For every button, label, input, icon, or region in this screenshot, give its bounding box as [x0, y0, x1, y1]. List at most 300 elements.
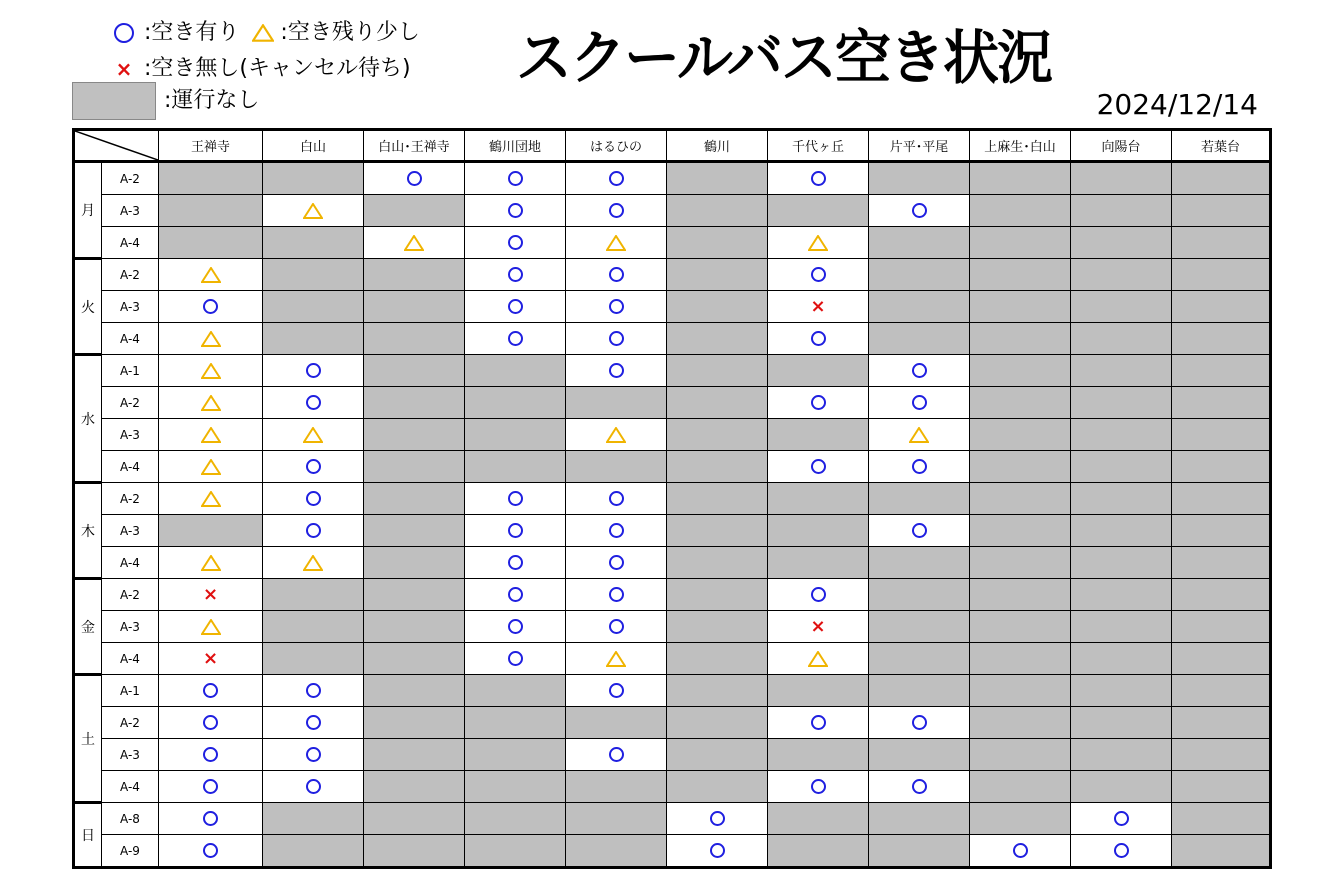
circle-icon	[1013, 843, 1028, 858]
circle-icon	[811, 779, 826, 794]
available-cell	[465, 291, 566, 323]
no-service-cell	[364, 643, 465, 675]
no-service-cell	[364, 291, 465, 323]
table-row	[74, 643, 1271, 675]
no-service-cell	[970, 707, 1071, 739]
column-header: 若葉台	[1172, 130, 1271, 162]
table-row	[74, 803, 1271, 835]
day-label: 土	[74, 675, 102, 803]
circle-icon	[306, 491, 321, 506]
table-row	[74, 579, 1271, 611]
available-cell	[465, 162, 566, 195]
no-service-cell	[1071, 707, 1172, 739]
no-service-cell	[768, 515, 869, 547]
triangle-icon	[201, 619, 221, 635]
available-cell	[869, 387, 970, 419]
cross-icon: ×	[115, 57, 133, 81]
no-service-cell	[667, 547, 768, 579]
no-service-cell	[869, 643, 970, 675]
circle-icon	[811, 267, 826, 282]
legend-row-2	[104, 56, 411, 82]
no-service-cell	[1172, 355, 1271, 387]
circle-icon	[508, 651, 523, 666]
no-service-cell	[667, 675, 768, 707]
no-service-cell	[364, 259, 465, 291]
circle-icon	[710, 811, 725, 826]
no-service-cell	[970, 611, 1071, 643]
circle-icon	[407, 171, 422, 186]
no-service-cell	[566, 803, 667, 835]
triangle-icon	[201, 395, 221, 411]
no-service-cell	[667, 291, 768, 323]
triangle-icon	[404, 235, 424, 251]
no-service-cell	[667, 483, 768, 515]
available-cell	[869, 355, 970, 387]
waitlist-cell	[159, 643, 263, 675]
no-service-cell	[1172, 739, 1271, 771]
route-label: A-9	[102, 835, 159, 868]
no-service-cell	[364, 419, 465, 451]
available-cell	[566, 259, 667, 291]
no-service-cell	[1071, 611, 1172, 643]
route-label: A-2	[102, 387, 159, 419]
circle-icon	[811, 587, 826, 602]
column-header: はるひの	[566, 130, 667, 162]
no-service-cell	[667, 227, 768, 259]
circle-icon	[1114, 811, 1129, 826]
no-service-cell	[364, 579, 465, 611]
no-service-cell	[1071, 419, 1172, 451]
no-service-cell	[970, 195, 1071, 227]
triangle-icon	[303, 555, 323, 571]
available-cell	[465, 515, 566, 547]
no-service-cell	[869, 547, 970, 579]
circle-icon	[912, 203, 927, 218]
no-service-cell	[465, 451, 566, 483]
few-left-cell	[566, 227, 667, 259]
table-row	[74, 451, 1271, 483]
circle-icon	[508, 203, 523, 218]
no-service-cell	[1172, 803, 1271, 835]
no-service-cell	[364, 771, 465, 803]
available-cell	[768, 387, 869, 419]
circle-icon	[811, 171, 826, 186]
circle-icon	[609, 587, 624, 602]
legend-row-1	[104, 20, 420, 46]
no-service-cell	[667, 259, 768, 291]
no-service-cell	[970, 675, 1071, 707]
table-row	[74, 323, 1271, 355]
no-service-cell	[364, 195, 465, 227]
day-label: 日	[74, 803, 102, 868]
no-service-cell	[1172, 387, 1271, 419]
legend-none: :空き無し(キャンセル待ち)	[144, 56, 411, 81]
circle-icon	[508, 587, 523, 602]
circle-icon	[912, 715, 927, 730]
no-service-cell	[1172, 771, 1271, 803]
available-cell	[768, 259, 869, 291]
circle-icon	[508, 267, 523, 282]
available-cell	[1071, 803, 1172, 835]
no-service-cell	[869, 259, 970, 291]
table-row	[74, 675, 1271, 707]
no-service-cell	[1071, 675, 1172, 707]
triangle-icon	[201, 555, 221, 571]
waitlist-cell	[159, 579, 263, 611]
circle-icon	[710, 843, 725, 858]
no-service-cell	[1172, 707, 1271, 739]
few-left-cell	[159, 355, 263, 387]
circle-icon	[203, 683, 218, 698]
triangle-icon	[201, 267, 221, 283]
no-service-cell	[159, 515, 263, 547]
no-service-cell	[869, 323, 970, 355]
few-left-cell	[159, 483, 263, 515]
circle-icon	[508, 555, 523, 570]
few-left-cell	[768, 227, 869, 259]
route-label: A-2	[102, 707, 159, 739]
no-service-cell	[970, 355, 1071, 387]
no-service-cell	[1071, 387, 1172, 419]
availability-table	[72, 128, 1272, 869]
route-label: A-3	[102, 515, 159, 547]
table-row	[74, 483, 1271, 515]
column-header: 白山	[263, 130, 364, 162]
no-service-cell	[465, 355, 566, 387]
no-service-cell	[869, 611, 970, 643]
day-label: 月	[74, 162, 102, 259]
no-service-cell	[263, 227, 364, 259]
table-row	[74, 515, 1271, 547]
no-service-cell	[1071, 771, 1172, 803]
no-service-cell	[869, 291, 970, 323]
waitlist-cell	[768, 611, 869, 643]
corner-cell	[74, 130, 159, 162]
no-service-cell	[970, 323, 1071, 355]
triangle-icon	[606, 427, 626, 443]
no-service-cell	[263, 323, 364, 355]
no-service-cell	[768, 483, 869, 515]
no-service-cell	[364, 547, 465, 579]
route-label: A-3	[102, 419, 159, 451]
no-service-cell	[970, 739, 1071, 771]
no-service-cell	[364, 387, 465, 419]
route-label: A-4	[102, 547, 159, 579]
no-service-cell	[1172, 579, 1271, 611]
circle-icon	[203, 715, 218, 730]
no-service-cell	[970, 579, 1071, 611]
no-service-cell	[667, 643, 768, 675]
few-left-cell	[263, 419, 364, 451]
available-cell	[768, 707, 869, 739]
no-service-cell	[667, 579, 768, 611]
no-service-cell	[263, 579, 364, 611]
no-service-cell	[667, 419, 768, 451]
no-service-cell	[1071, 259, 1172, 291]
circle-icon	[609, 747, 624, 762]
circle-icon	[609, 523, 624, 538]
no-service-cell	[159, 162, 263, 195]
no-service-cell	[768, 675, 869, 707]
column-header: 片平･平尾	[869, 130, 970, 162]
circle-icon	[609, 299, 624, 314]
available-cell	[465, 259, 566, 291]
no-service-cell	[970, 643, 1071, 675]
route-label: A-4	[102, 323, 159, 355]
no-service-cell	[1172, 643, 1271, 675]
no-service-cell	[1071, 451, 1172, 483]
no-service-cell	[465, 803, 566, 835]
available-cell	[869, 515, 970, 547]
no-service-cell	[768, 355, 869, 387]
triangle-icon	[808, 235, 828, 251]
circle-icon	[508, 331, 523, 346]
no-service-cell	[263, 611, 364, 643]
few-left-cell	[566, 419, 667, 451]
no-service-cell	[970, 419, 1071, 451]
triangle-icon	[606, 235, 626, 251]
route-label: A-2	[102, 579, 159, 611]
available-cell	[263, 707, 364, 739]
no-service-cell	[159, 227, 263, 259]
diagonal-line	[75, 131, 158, 160]
day-label: 火	[74, 259, 102, 355]
circle-icon	[508, 491, 523, 506]
circle-icon	[609, 683, 624, 698]
no-service-cell	[970, 483, 1071, 515]
no-service-cell	[970, 451, 1071, 483]
column-header: 鶴川	[667, 130, 768, 162]
no-service-cell	[566, 387, 667, 419]
triangle-icon	[201, 459, 221, 475]
no-service-cell	[364, 675, 465, 707]
circle-icon	[508, 235, 523, 250]
circle-icon	[811, 395, 826, 410]
route-label: A-4	[102, 643, 159, 675]
available-cell	[768, 579, 869, 611]
date-label: 2024/12/14	[1096, 88, 1258, 121]
triangle-icon	[606, 651, 626, 667]
table-row	[74, 259, 1271, 291]
no-service-cell	[1071, 355, 1172, 387]
circle-icon	[609, 267, 624, 282]
no-service-cell	[1172, 483, 1271, 515]
no-service-cell	[1071, 195, 1172, 227]
no-service-cell	[869, 803, 970, 835]
triangle-icon	[909, 427, 929, 443]
no-service-cell	[1071, 323, 1172, 355]
no-service-cell	[1172, 323, 1271, 355]
no-service-cell	[159, 195, 263, 227]
triangle-icon	[201, 363, 221, 379]
few-left-cell	[869, 419, 970, 451]
available-cell	[869, 707, 970, 739]
no-service-cell	[1071, 515, 1172, 547]
available-cell	[263, 515, 364, 547]
cross-icon: ×	[810, 615, 826, 637]
table-row	[74, 227, 1271, 259]
no-service-cell	[1071, 547, 1172, 579]
few-left-cell	[159, 387, 263, 419]
table-row	[74, 355, 1271, 387]
no-service-cell	[364, 803, 465, 835]
no-service-cell	[263, 162, 364, 195]
circle-icon	[203, 843, 218, 858]
few-left-cell	[159, 611, 263, 643]
available-cell	[159, 707, 263, 739]
no-service-cell	[364, 515, 465, 547]
column-header: 王禅寺	[159, 130, 263, 162]
available-cell	[465, 323, 566, 355]
circle-icon	[508, 299, 523, 314]
table-row	[74, 611, 1271, 643]
no-service-cell	[1071, 483, 1172, 515]
no-service-cell	[364, 707, 465, 739]
circle-icon	[609, 491, 624, 506]
no-service-cell	[768, 195, 869, 227]
no-service-cell	[465, 771, 566, 803]
triangle-icon	[808, 651, 828, 667]
circle-icon	[609, 171, 624, 186]
header-row	[74, 130, 1271, 162]
few-left-cell	[159, 547, 263, 579]
route-label: A-3	[102, 291, 159, 323]
route-label: A-4	[102, 451, 159, 483]
circle-icon	[912, 395, 927, 410]
available-cell	[768, 451, 869, 483]
cross-icon: ×	[810, 295, 826, 317]
available-cell	[566, 739, 667, 771]
available-cell	[667, 803, 768, 835]
available-cell	[263, 483, 364, 515]
route-label: A-2	[102, 483, 159, 515]
circle-icon	[912, 363, 927, 378]
circle-icon	[912, 459, 927, 474]
route-label: A-3	[102, 611, 159, 643]
legend-no-service: :運行なし	[164, 88, 260, 113]
no-service-cell	[667, 515, 768, 547]
no-service-cell	[1172, 259, 1271, 291]
no-service-cell	[1172, 419, 1271, 451]
no-service-cell	[1172, 451, 1271, 483]
available-cell	[566, 675, 667, 707]
circle-icon	[306, 683, 321, 698]
no-service-cell	[566, 451, 667, 483]
no-service-cell	[364, 483, 465, 515]
circle-icon	[811, 459, 826, 474]
table-row	[74, 771, 1271, 803]
few-left-cell	[566, 643, 667, 675]
no-service-cell	[1071, 291, 1172, 323]
no-service-cell	[970, 227, 1071, 259]
route-label: A-3	[102, 739, 159, 771]
legend-few: :空き残り少し	[280, 20, 420, 45]
no-service-cell	[263, 803, 364, 835]
few-left-cell	[364, 227, 465, 259]
no-service-cell	[970, 291, 1071, 323]
no-service-cell	[667, 739, 768, 771]
available-cell	[263, 387, 364, 419]
circle-icon	[306, 363, 321, 378]
day-label: 金	[74, 579, 102, 675]
triangle-icon	[201, 331, 221, 347]
available-cell	[566, 291, 667, 323]
day-label: 木	[74, 483, 102, 579]
few-left-cell	[263, 547, 364, 579]
no-service-cell	[1172, 611, 1271, 643]
no-service-cell	[869, 675, 970, 707]
no-service-cell	[566, 707, 667, 739]
circle-icon	[609, 331, 624, 346]
no-service-cell	[667, 195, 768, 227]
route-label: A-4	[102, 227, 159, 259]
available-cell	[768, 162, 869, 195]
no-service-cell	[768, 739, 869, 771]
no-service-cell	[768, 547, 869, 579]
route-label: A-3	[102, 195, 159, 227]
table-row	[74, 547, 1271, 579]
no-service-cell	[970, 162, 1071, 195]
available-cell	[263, 771, 364, 803]
no-service-cell	[465, 675, 566, 707]
no-service-cell	[970, 515, 1071, 547]
circle-icon	[508, 619, 523, 634]
no-service-cell	[869, 162, 970, 195]
no-service-cell	[869, 483, 970, 515]
circle-icon	[508, 171, 523, 186]
no-service-cell	[263, 643, 364, 675]
column-header: 白山･王禅寺	[364, 130, 465, 162]
circle-icon	[203, 747, 218, 762]
table-row	[74, 291, 1271, 323]
circle-icon	[306, 459, 321, 474]
column-header: 千代ヶ丘	[768, 130, 869, 162]
available-cell	[869, 195, 970, 227]
circle-icon	[912, 523, 927, 538]
no-service-cell	[667, 355, 768, 387]
circle-icon	[609, 619, 624, 634]
table-row	[74, 195, 1271, 227]
few-left-cell	[159, 259, 263, 291]
no-service-cell	[1071, 739, 1172, 771]
available-cell	[566, 515, 667, 547]
legend-available: :空き有り	[144, 20, 240, 45]
circle-icon	[609, 203, 624, 218]
no-service-cell	[667, 323, 768, 355]
no-service-cell	[364, 739, 465, 771]
no-service-cell	[263, 291, 364, 323]
route-label: A-1	[102, 355, 159, 387]
no-service-cell	[263, 259, 364, 291]
route-label: A-2	[102, 162, 159, 195]
triangle-icon	[303, 203, 323, 219]
no-service-cell	[1172, 675, 1271, 707]
no-service-cell	[465, 739, 566, 771]
no-service-cell	[465, 707, 566, 739]
circle-icon	[306, 523, 321, 538]
route-label: A-8	[102, 803, 159, 835]
no-service-cell	[1172, 195, 1271, 227]
available-cell	[566, 611, 667, 643]
triangle-icon	[246, 20, 280, 46]
available-cell	[869, 771, 970, 803]
available-cell	[768, 323, 869, 355]
no-service-cell	[1172, 547, 1271, 579]
available-cell	[465, 483, 566, 515]
no-service-cell	[1071, 643, 1172, 675]
available-cell	[465, 227, 566, 259]
waitlist-cell	[768, 291, 869, 323]
